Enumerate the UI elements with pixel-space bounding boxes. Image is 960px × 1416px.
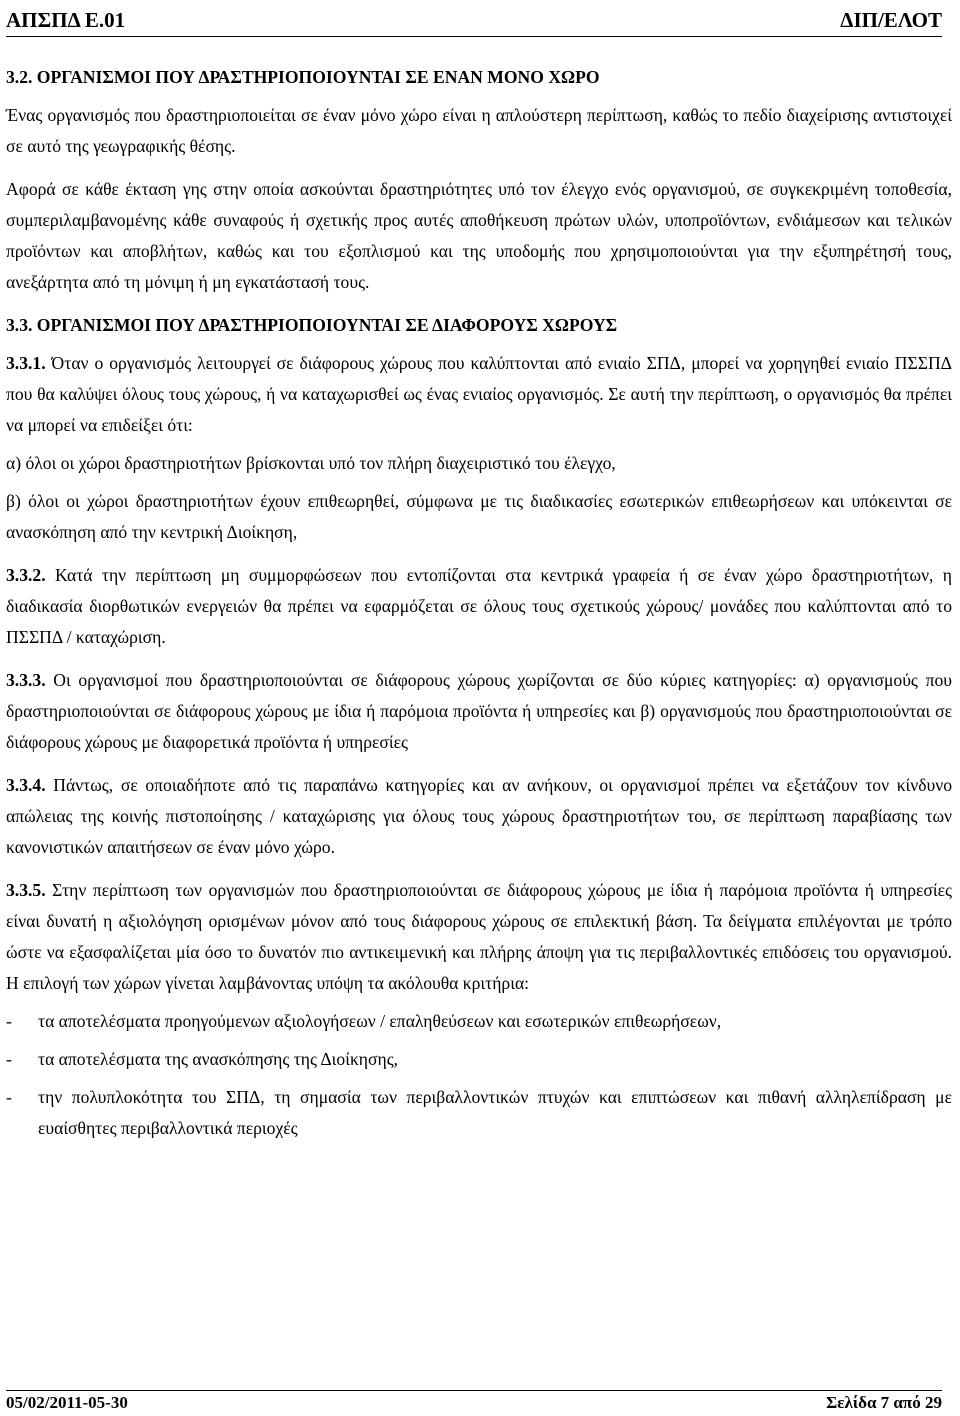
list-dash: -: [6, 1011, 12, 1031]
page-footer: [6, 1390, 942, 1412]
clause-number: 3.3.1.: [6, 353, 46, 373]
criteria-text: τα αποτελέσματα της ανασκόπησης της Διοίκησης,: [38, 1049, 399, 1069]
clause-number: 3.3.4.: [6, 775, 46, 795]
criteria-item: [6, 1082, 952, 1144]
header-organization: ΔΙΠ/ΕΛΟΤ: [840, 8, 942, 32]
clause-text: Πάντως, σε οποιαδήποτε από τις παραπάνω κατηγορίες και αν ανήκουν, οι οργανισμοί πρέπει να εξετάζουν τον κίνδυνο απώλειας της κοινής πιστοποίησης / καταχώρισης για όλους τους χώρους δραστηριοτήτων του, σε περίπτωση παραβίασης των κανονιστικών απαιτήσεων σε έναν μόνο χώρο.: [6, 775, 952, 857]
clause-number: 3.3.3.: [6, 670, 46, 690]
criteria-item: [6, 1044, 952, 1075]
clause-number: 3.3.5.: [6, 880, 46, 900]
section-3-3-title: 3.3. ΟΡΓΑΝΙΣΜΟΙ ΠΟΥ ΔΡΑΣΤΗΡΙΟΠΟΙΟΥΝΤΑΙ ΣΕ ΔΙΑΦΟΡΟΥΣ ΧΩΡΟΥΣ: [6, 315, 618, 335]
clause-3-3-4: [6, 770, 952, 863]
list-dash: -: [6, 1049, 12, 1069]
clause-text: Κατά την περίπτωση μη συμμορφώσεων που εντοπίζονται στα κεντρικά γραφεία ή σε έναν χώρο δραστηριοτήτων, η διαδικασία διορθωτικών ενεργειών θα πρέπει να εφαρμόζεται σε όλους τους σχετικούς χώρους/ μονάδες που καλύπτονται από το ΠΣΣΠΔ / καταχώριση.: [6, 565, 952, 647]
clause-3-3-1-item-a: α) όλοι οι χώροι δραστηριοτήτων βρίσκονται υπό τον πλήρη διαχειριστικό του έλεγχο,: [6, 453, 616, 473]
clause-3-3-1-item-b: β) όλοι οι χώροι δραστηριοτήτων έχουν επιθεωρηθεί, σύμφωνα με τις διαδικασίες εσωτερικών επιθεωρήσεων και υπόκεινται σε ανασκόπηση από την κεντρική Διοίκηση,: [6, 491, 952, 542]
clause-text: Όταν ο οργανισμός λειτουργεί σε διάφορους χώρους που καλύπτονται από ενιαίο ΣΠΔ, μπορεί να χορηγηθεί ενιαίο ΠΣΣΠΔ που θα καλύψει όλους τους χώρους, ή να καταχωρισθεί ως ένας ενιαίος οργανισμός. Σε αυτή την περίπτωση, ο οργανισμός θα πρέπει να μπορεί να επιδείξει ότι:: [6, 353, 952, 435]
section-3-2-paragraph-2: Αφορά σε κάθε έκταση γης στην οποία ασκούνται δραστηριότητες υπό τον έλεγχο ενός οργανισμού, σε συγκεκριμένη τοποθεσία, συμπεριλαμβανομένης κάθε συναφούς ή σχετικής προς αυτές αποθήκευση πρώτων υλών, υποπροϊόντων, ενδιάμεσων και τελικών προϊόντων και αποβλήτων, καθώς και του εξοπλισμού και της υποδομής που χρησιμοποιούνται για την εξυπηρέτησή τους, ανεξάρτητα από τη μόνιμη ή μη εγκατάστασή τους.: [6, 179, 952, 292]
section-3-2-paragraph-1: Ένας οργανισμός που δραστηριοποιείται σε έναν μόνο χώρο είναι η απλούστερη περίπτωση, καθώς το πεδίο διαχείρισης αντιστοιχεί σε αυτό της γεωγραφικής θέσης.: [6, 105, 952, 156]
clause-number: 3.3.2.: [6, 565, 46, 585]
section-3-2-title: 3.2. ΟΡΓΑΝΙΣΜΟΙ ΠΟΥ ΔΡΑΣΤΗΡΙΟΠΟΙΟΥΝΤΑΙ ΣΕ ΕΝΑΝ ΜΟΝΟ ΧΩΡΟ: [6, 67, 600, 87]
criteria-text: τα αποτελέσματα προηγούμενων αξιολογήσεων / επαληθεύσεων και εσωτερικών επιθεωρήσεων,: [38, 1011, 722, 1031]
footer-date: 05/02/2011-05-30: [6, 1393, 128, 1412]
clause-text: Οι οργανισμοί που δραστηριοποιούνται σε διάφορους χώρους χωρίζονται σε δύο κύριες κατηγορίες: α) οργανισμούς που δραστηριοποιούνται σε διάφορους χώρους με ίδια ή παρόμοια προϊόντα ή υπηρεσίες και β) οργανισμούς που δραστηριοποιούνται σε διάφορους χώρους με διαφορετικά προϊόντα ή υπηρεσίες: [6, 670, 952, 752]
criteria-text: την πολυπλοκότητα του ΣΠΔ, τη σημασία των περιβαλλοντικών πτυχών και επιπτώσεων και πιθανή αλληλεπίδραση με ευαίσθητες περιβαλλοντικά περιοχές: [38, 1087, 952, 1138]
header-doc-code: ΑΠΣΠΔ Ε.01: [6, 8, 126, 32]
clause-3-3-5: [6, 875, 952, 999]
criteria-item: [6, 1006, 952, 1037]
document-body: [6, 62, 952, 1144]
clause-3-3-2: [6, 560, 952, 653]
footer-page-number: Σελίδα 7 από 29: [826, 1393, 942, 1412]
clause-3-3-3: [6, 665, 952, 758]
list-dash: -: [6, 1087, 12, 1107]
clause-text: Στην περίπτωση των οργανισμών που δραστηριοποιούνται σε διάφορους χώρους με ίδια ή παρόμοια προϊόντα ή υπηρεσίες είναι δυνατή η αξιολόγηση ορισμένων μόνον από τους διάφορους χώρους σε επιλεκτική βάση. Τα δείγματα επιλέγονται με τρόπο ώστε να εξασφαλίζεται μία όσο το δυνατόν πιο αντικειμενική και πλήρης άποψη για τις περιβαλλοντικές επιδόσεις του οργανισμού. Η επιλογή των χώρων γίνεται λαμβάνοντας υπόψη τα ακόλουθα κριτήρια:: [6, 880, 952, 993]
clause-3-3-1: [6, 348, 952, 441]
page-header: [6, 6, 942, 37]
